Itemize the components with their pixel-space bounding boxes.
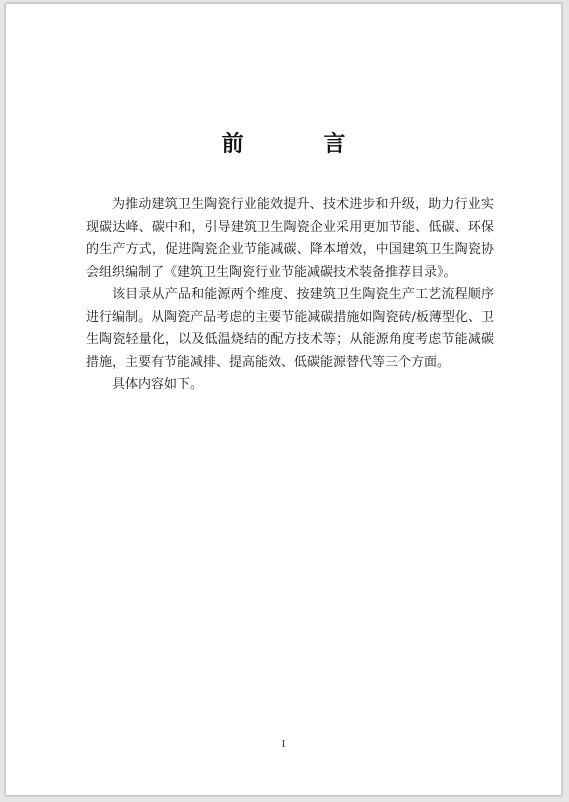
paragraph-2: 该目录从产品和能源两个维度、按建筑卫生陶瓷生产工艺流程顺序进行编制。从陶瓷产品考虑的主要节能减碳措施如陶瓷砖/板薄型化、卫生陶瓷轻量化，以及低温烧结的配方技术等；从能源角度考虑节能减碳措施，主要有节能减排、提高能效、低碳能源替代等三个方面。 — [86, 287, 494, 370]
body-text — [86, 194, 494, 397]
paragraph-3: 具体内容如下。 — [112, 377, 204, 392]
document-page — [5, 3, 562, 796]
page-title: 前 言 — [221, 131, 382, 157]
paragraph-1: 为推动建筑卫生陶瓷行业能效提升、技术进步和升级，助力行业实现碳达峰、碳中和，引导建筑卫生陶瓷企业采用更加节能、低碳、环保的生产方式，促进陶瓷企业节能减碳、降本增效，中国建筑卫生陶瓷协会组织编制了《建筑卫生陶瓷行业节能减碳技术装备推荐目录》。 — [86, 197, 494, 280]
page-number: I — [281, 740, 286, 750]
